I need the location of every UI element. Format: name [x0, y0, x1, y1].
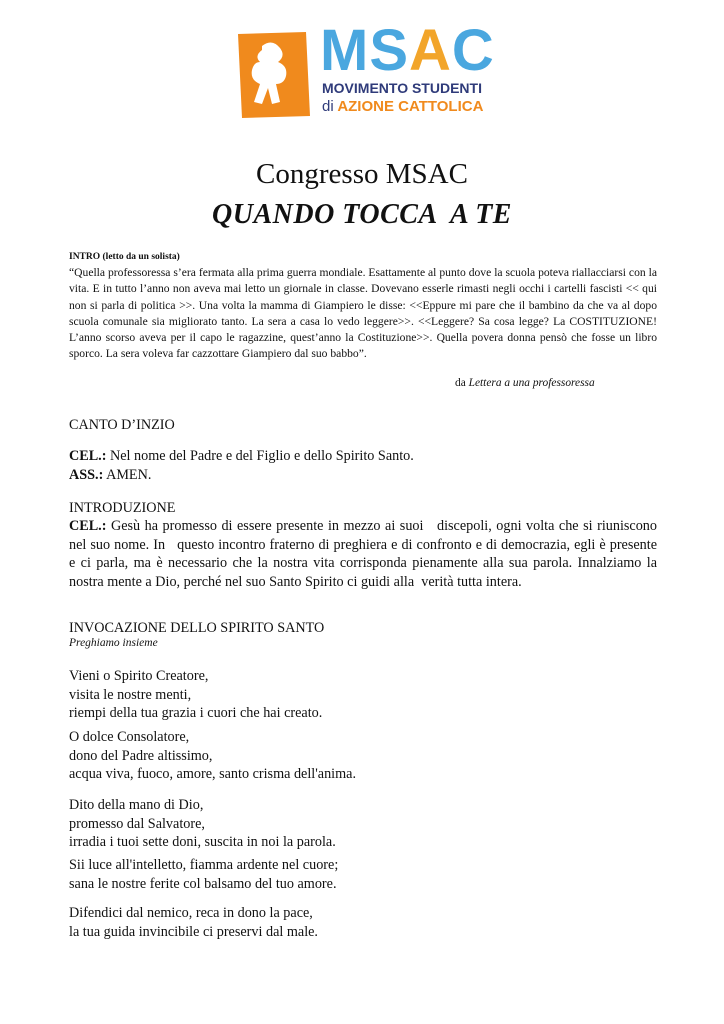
hymn-stanza: Vieni o Spirito Creatore, visita le nostre menti, riempi della tua grazia i cuori che hai creato. — [69, 668, 323, 721]
intro-text: “Quella professoressa s’era fermata alla prima guerra mondiale. Esattamente al punto dove la scuola poteva riallacciarsi con la vita. E in tutto l’anno non aveva mai letto un giornale in classe. Dovevano esserle rimasti negli occhi i cartelli fascisti << qui non si parla di politica >>. Una volta la mamma di Giampiero le disse: <<Eppure mi pare che il bambino da che va al dopo scuola comunale sia migliorato tanto. La sera a casa lo vedo leggere>>. <<Leggere? Sa cosa legge? La COSTITUZIONE! L’anno scorso aveva per il capo le ragazzine, quest’anno la Costituzione>>. Quella povera donna pensò che fosse un libro sporco. La sera voleva far cazzottare Giampiero dal suo babbo”. — [69, 266, 657, 361]
intro-source: da Lettera a una professoressa — [455, 377, 595, 389]
hymn-stanza: O dolce Consolatore, dono del Padre altissimo, acqua viva, fuoco, amore, santo crisma dell'anima. — [69, 729, 356, 782]
document-title: Congresso MSAC — [256, 158, 468, 190]
msac-logo — [232, 18, 522, 120]
canto-heading: CANTO D’INZIO — [69, 417, 175, 433]
hymn-stanza: Sii luce all'intelletto, fiamma ardente nel cuore; sana le nostre ferite col balsamo del tuo amore. — [69, 857, 339, 892]
intro-heading: INTRO (letto da un solista) — [69, 252, 180, 262]
introduzione-text: CEL.: Gesù ha promesso di essere presente in mezzo ai suoi discepoli, ogni volta che si riuniscono nel suo nome. In questo incontro fraterno di preghiera e di confronto e di democrazia, egli è presente e ci parla, ma è necessario che la nostra vita corrisponda pienamente alla sua parola. Innalziamo la nostra mente a Dio, perché nel suo Santo Spirito ci guidi alla verità tutta intera. — [69, 518, 661, 590]
logo-figure-icon — [232, 28, 312, 120]
document-subtitle: QUANDO TOCCA A TE — [212, 199, 512, 230]
opening-dialogue — [69, 447, 657, 484]
logo-line-1: MOVIMENTO STUDENTI — [322, 80, 482, 96]
assembly-line: ASS.: AMEN. — [69, 466, 152, 483]
logo-acronym: MSAC — [320, 18, 495, 83]
invocazione-note: Preghiamo insieme — [69, 637, 158, 649]
celebrant-line: CEL.: Nel nome del Padre e del Figlio e dello Spirito Santo. — [69, 448, 414, 464]
source-title: Lettera a una professoressa — [468, 377, 595, 389]
logo-line-2: di AZIONE CATTOLICA — [322, 98, 484, 115]
invocazione-heading: INVOCAZIONE DELLO SPIRITO SANTO — [69, 620, 325, 636]
introduzione-heading: INTRODUZIONE — [69, 500, 176, 516]
hymn-stanza: Dito della mano di Dio, promesso dal Salvatore, irradia i tuoi sette doni, suscita in noi la parola. — [69, 797, 336, 850]
hymn-stanza: Difendici dal nemico, reca in dono la pace, la tua guida invincibile ci preservi dal male. — [69, 905, 318, 940]
